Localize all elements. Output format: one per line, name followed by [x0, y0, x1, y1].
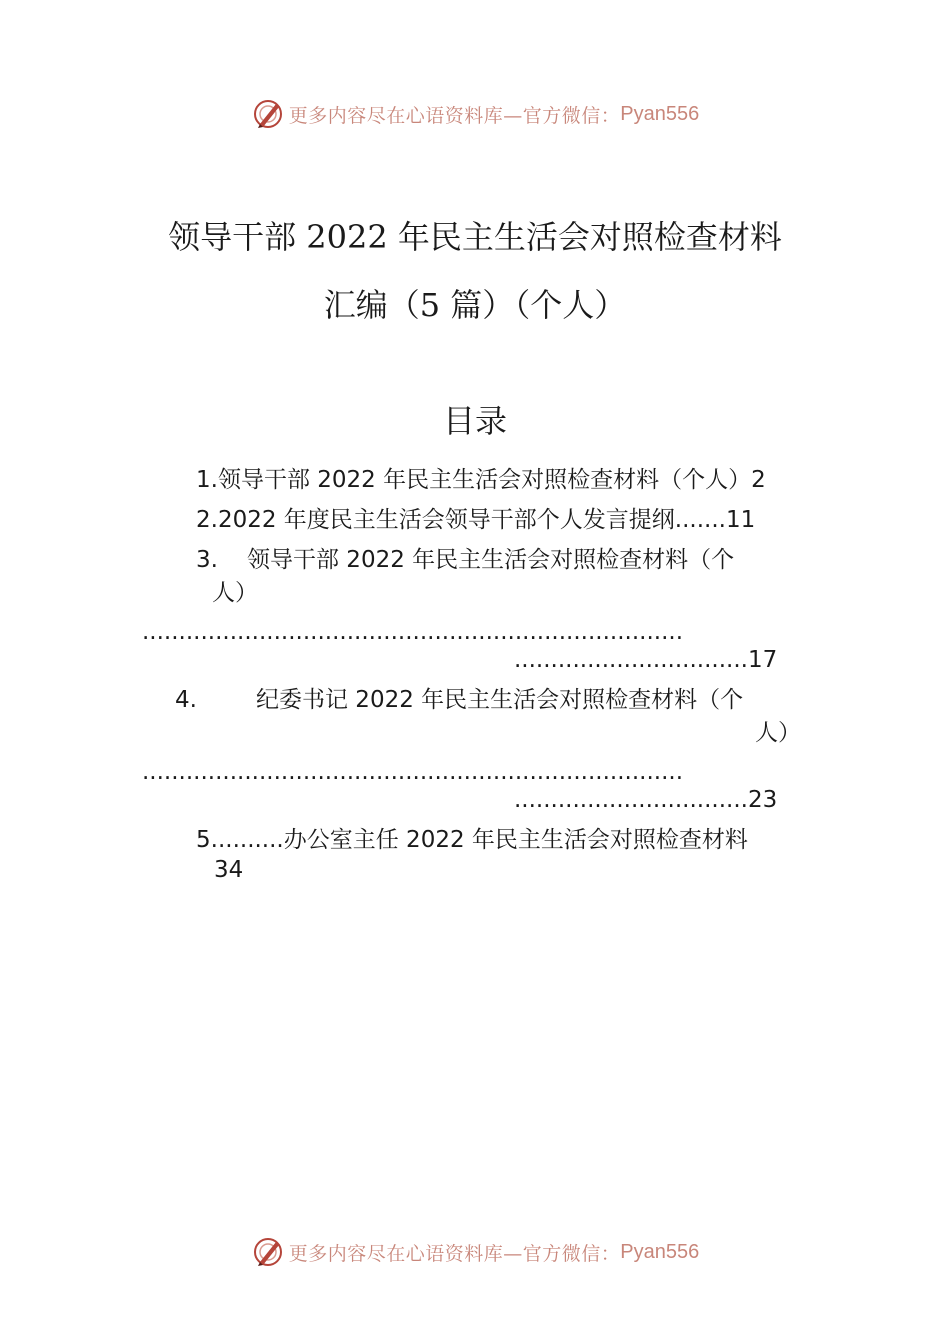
- toc-item-3-leader: ..........................................................................: [142, 619, 684, 645]
- banner-wechat-id: Pyan556: [620, 102, 700, 125]
- pen-logo-icon: [251, 1235, 285, 1269]
- toc-item-4-number: 4.: [175, 687, 197, 713]
- toc-item-3-page: 17: [747, 647, 778, 673]
- toc-item-1[interactable]: 1.领导干部 2022 年民主生活会对照检查材料（个人）2: [196, 467, 766, 493]
- header-banner: [0, 94, 950, 134]
- toc-item-4-leader: ..........................................................................: [142, 759, 684, 785]
- toc-item-3-wrap: 人）: [212, 580, 258, 606]
- banner-text: 更多内容尽在心语资料库—官方微信：: [288, 104, 621, 127]
- footer-banner: [0, 1232, 950, 1272]
- toc-item-4-leader-2: ................................: [514, 787, 748, 813]
- toc-item-3-leader-2: ................................: [514, 647, 748, 673]
- document-title-line-1: 领导干部 2022 年民主生活会对照检查材料: [168, 218, 782, 256]
- banner-wechat-id: Pyan556: [620, 1240, 700, 1263]
- toc-item-3-number: 3.: [196, 547, 218, 573]
- toc-item-4-text: 纪委书记 2022 年民主生活会对照检查材料（个: [256, 687, 744, 713]
- document-title-line-2: 汇编（5 篇）（个人）: [323, 286, 627, 324]
- toc-item-4-page: 23: [747, 787, 778, 813]
- toc-item-5-page: 34: [214, 857, 244, 883]
- toc-heading: 目录: [442, 402, 507, 440]
- toc-item-5-text: 5..........办公室主任 2022 年民主生活会对照检查材料: [196, 827, 748, 853]
- toc-item-4-wrap: 人）: [755, 720, 801, 746]
- pen-logo-icon: [251, 97, 285, 131]
- banner-text: 更多内容尽在心语资料库—官方微信：: [288, 1242, 621, 1265]
- toc-item-3-text: 领导干部 2022 年民主生活会对照检查材料（个: [247, 547, 735, 573]
- toc-item-2[interactable]: 2.2022 年度民主生活会领导干部个人发言提纲.......11: [196, 507, 756, 533]
